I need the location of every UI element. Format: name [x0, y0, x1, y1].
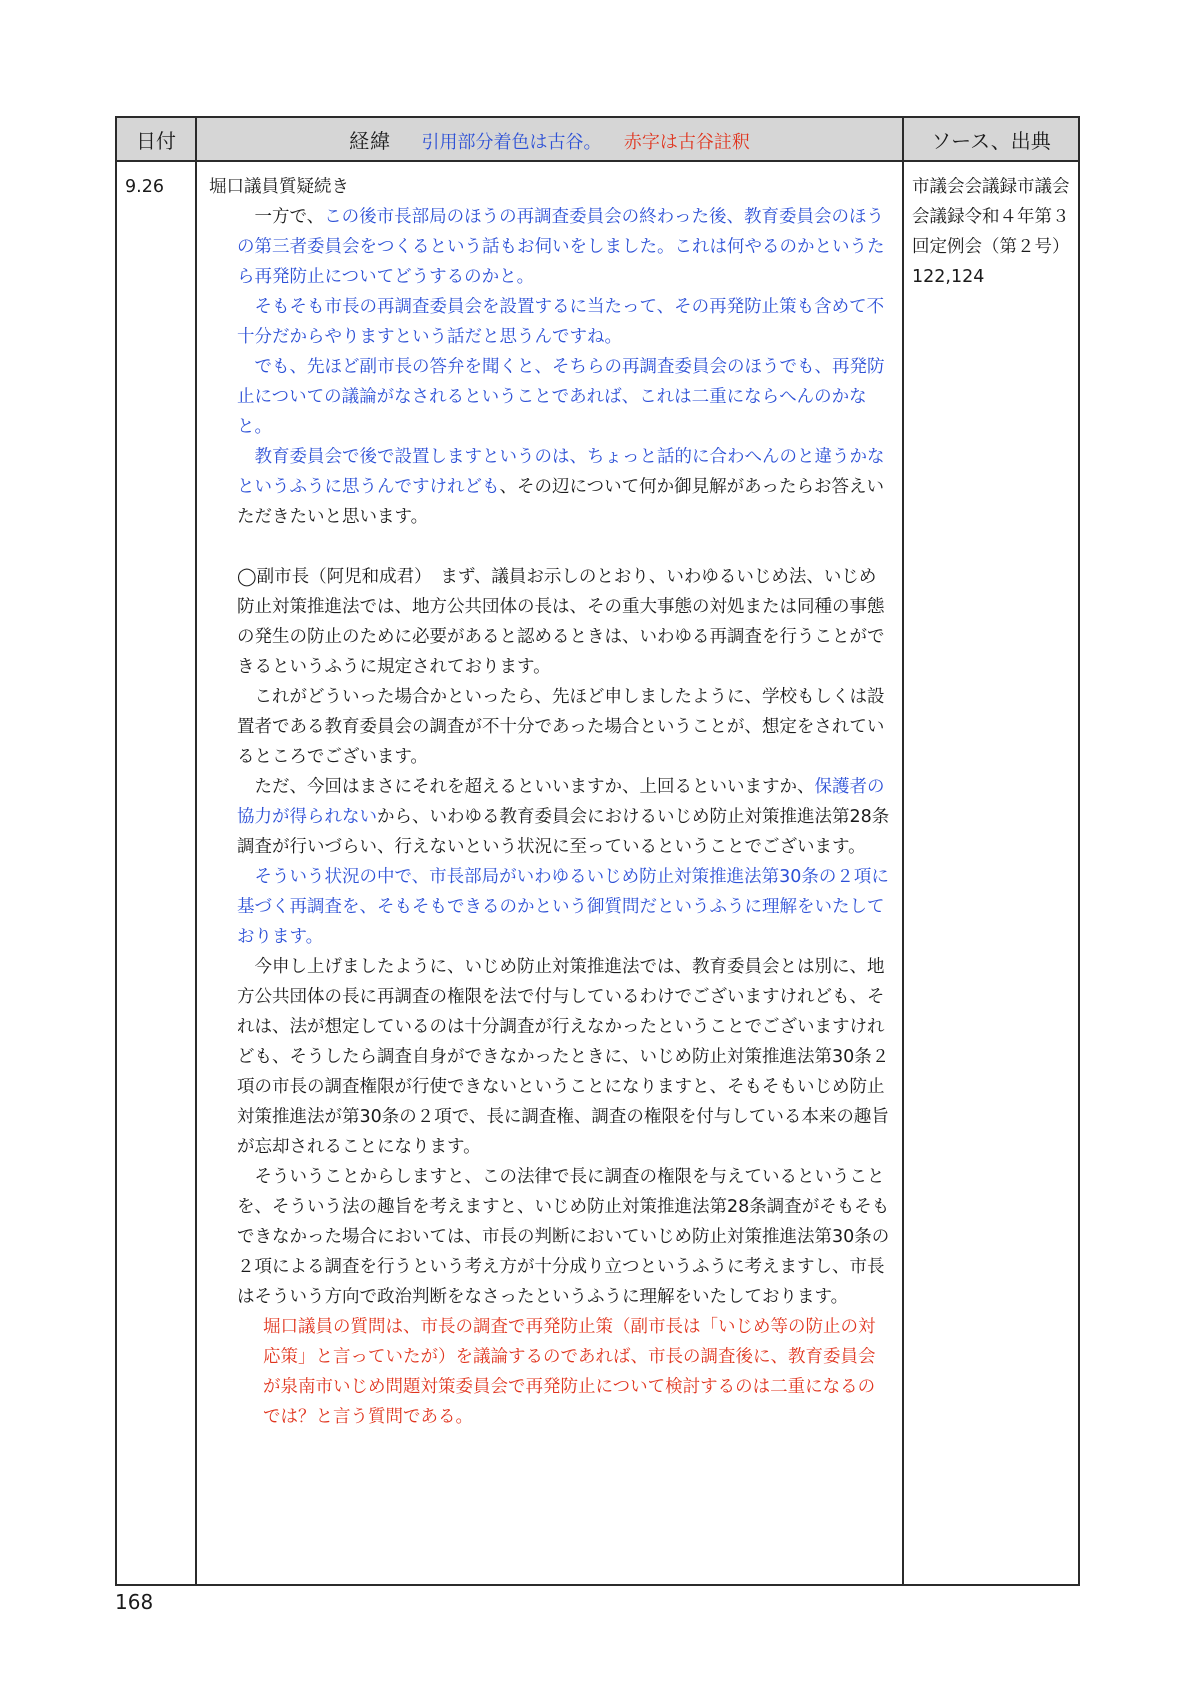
page-number: 168	[115, 1590, 154, 1614]
row-source: 市議会会議録市議会会議録令和４年第３回定例会（第２号）122,124	[903, 161, 1079, 1585]
paragraph-gap	[209, 532, 892, 562]
header-main	[196, 117, 903, 161]
header-row	[116, 117, 1079, 161]
answer-paragraph-4: そういう状況の中で、市長部局がいわゆるいじめ防止対策推進法第30条の２項に基づく再調査を、そもそもできるのかという御質問だというふうに理解をいたしております。	[237, 867, 889, 947]
table-row	[116, 161, 1079, 1585]
question-paragraph-3: でも、先ほど副市長の答弁を聞くと、そちらの再調査委員会のほうでも、再発防止についての議論がなされるということであれば、これは二重にならへんのかなと。	[237, 357, 885, 437]
header-date: 日付	[116, 117, 196, 161]
answer-paragraph-6: そういうことからしますと、この法律で長に調査の権限を与えているということを、そういう法の趣旨を考えますと、いじめ防止対策推進法第28条調査がそもそもできなかった場合においては、市長の判断においていじめ防止対策推進法第30条の２項による調査を行うという考え方が十分成り立つというふうに考えますし、市長はそういう方向で政治判断をなさったというふうに理解をいたしております。	[237, 1167, 890, 1307]
question-paragraph-1	[209, 202, 892, 292]
answer-paragraph-1: ◯副市長（阿児和成君） まず、議員お示しのとおり、いわゆるいじめ法、いじめ防止対策推進法では、地方公共団体の長は、その重大事態の対処または同種の事態の発生の防止のために必要があると認めるときは、いわゆる再調査を行うことができるというふうに規定されております。	[237, 567, 885, 677]
answer-3-lead: ただ、今回はまさにそれを超えるといいますか、上回るといいますか、	[237, 777, 815, 797]
header-source: ソース、出典	[903, 117, 1079, 161]
question-1-quote: この後市長部局のほうの再調査委員会の終わった後、教育委員会のほうの第三者委員会をつくるという話もお伺いをしました。これは何やるのかというたら再発防止についてどうするのかと。	[237, 207, 885, 287]
row-date: 9.26	[116, 161, 196, 1585]
answer-paragraph-3	[209, 772, 892, 862]
header-note-blue: 引用部分着色は古谷。	[421, 131, 602, 153]
row-body	[196, 161, 903, 1585]
question-4-tail: 、その辺について何か御見解があったらお答えいただきたいと思います。	[237, 477, 884, 527]
answer-3-tail: から、いわゆる教育委員会におけるいじめ防止対策推進法第28条調査が行いづらい、行えないという状況に至っているということでございます。	[237, 807, 890, 857]
entry-title: 堀口議員質疑続き	[209, 177, 349, 197]
answer-paragraph-5: 今申し上げましたように、いじめ防止対策推進法では、教育委員会とは別に、地方公共団体の長に再調査の権限を法で付与しているわけでございますけれども、それは、法が想定しているのは十分調査が行えなかったということでございますけれども、そうしたら調査自身ができなかったときに、いじめ防止対策推進法第30条２項の市長の調査権限が行使できないということになりますと、そもそもいじめ防止対策推進法が第30条の２項で、長に調査権、調査の権限を付与している本来の趣旨が忘却されることになります。	[237, 957, 890, 1157]
answer-3-quote: 保護者の協力が得られない	[237, 777, 885, 827]
answer-paragraph-2: これがどういった場合かといったら、先ほど申しましたように、学校もしくは設置者である教育委員会の調査が不十分であった場合ということが、想定をされているところでございます。	[237, 687, 885, 767]
record-table	[115, 116, 1080, 1586]
annotation-note: 堀口議員の質問は、市長の調査で再発防止策（副市長は「いじめ等の防止の対応策」と言っていたが）を議論するのであれば、市長の調査後に、教育委員会が泉南市いじめ問題対策委員会で再発防止について検討するのは二重になるのでは？と言う質問である。	[263, 1317, 876, 1427]
question-1-lead: 一方で、	[237, 207, 325, 227]
question-4-quote: 教育委員会で後で設置しますというのは、ちょっと話的に合わへんのと違うかなというふうに思うんですけれども	[237, 447, 885, 497]
question-paragraph-2: そもそも市長の再調査委員会を設置するに当たって、その再発防止策も含めて不十分だからやりますという話だと思うんですね。	[237, 297, 885, 347]
header-main-label: 経緯	[349, 128, 392, 153]
question-paragraph-4	[209, 442, 892, 532]
header-note-red: 赤字は古谷註釈	[623, 131, 750, 153]
